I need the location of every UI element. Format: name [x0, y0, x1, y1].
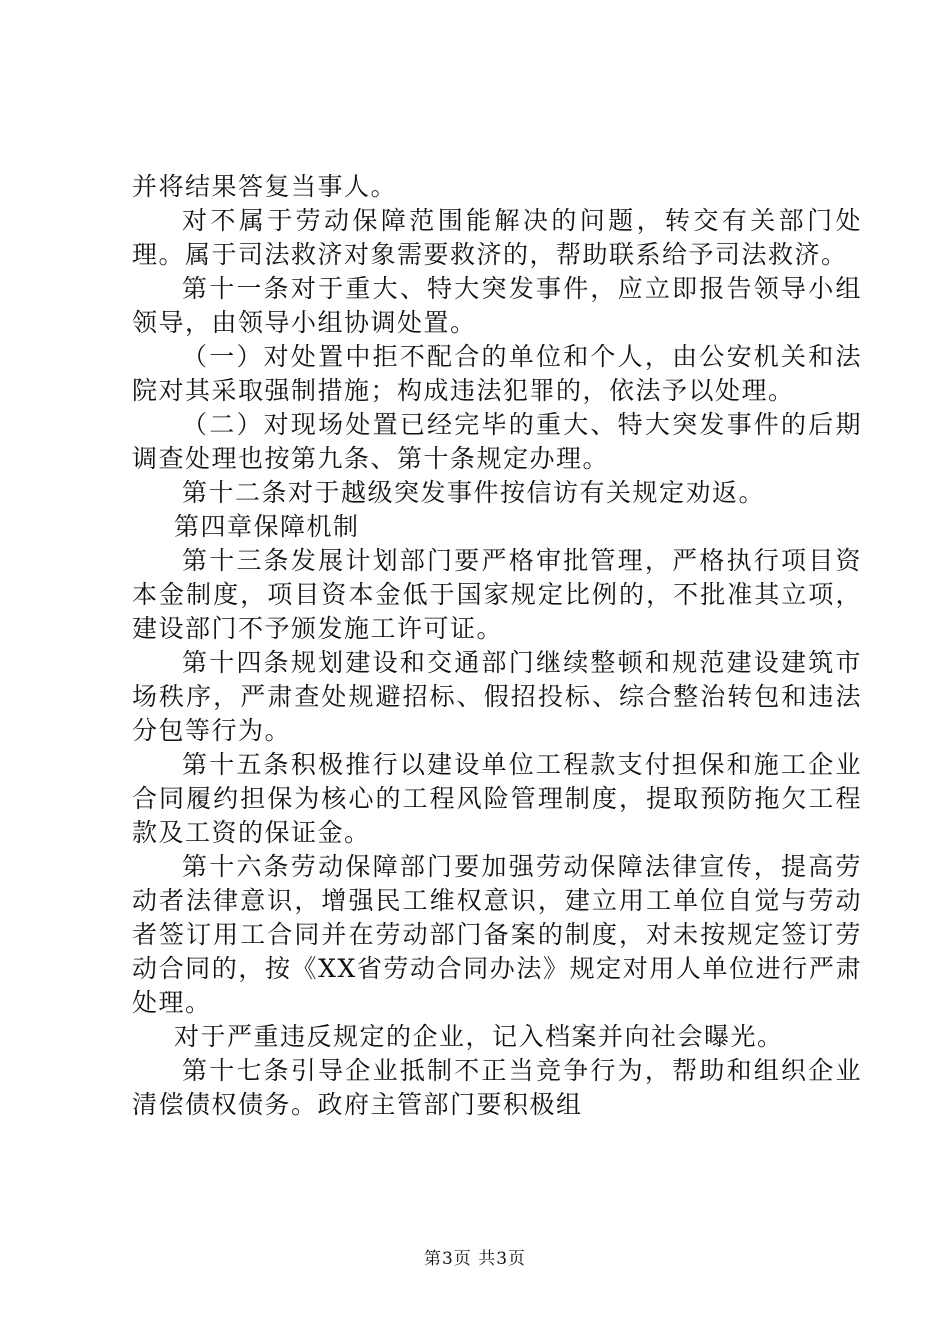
- paragraph-article-15: 第十五条积极推行以建设单位工程款支付担保和施工企业合同履约担保为核心的工程风险管理制度，提取预防拖欠工程款及工资的保证金。: [132, 750, 862, 847]
- paragraph-article-11: 第十一条对于重大、特大突发事件，应立即报告领导小组领导，由领导小组协调处置。: [132, 274, 862, 337]
- paragraph-referral: 对不属于劳动保障范围能解决的问题，转交有关部门处理。属于司法救济对象需要救济的，帮助联系给予司法救济。: [132, 206, 862, 269]
- paragraph-exposure: 对于严重违反规定的企业，记入档案并向社会曝光。: [174, 1022, 784, 1051]
- paragraph-continuation: 并将结果答复当事人。: [132, 172, 398, 201]
- paragraph-article-14: 第十四条规划建设和交通部门继续整顿和规范建设建筑市场秩序，严肃查处规避招标、假招投标、综合整治转包和违法分包等行为。: [132, 648, 862, 745]
- paragraph-article-17: 第十七条引导企业抵制不正当竞争行为，帮助和组织企业清偿债权债务。政府主管部门要积极组: [132, 1056, 862, 1119]
- paragraph-article-11-item-1: （一）对处置中拒不配合的单位和个人，由公安机关和法院对其采取强制措施；构成违法犯罪的，依法予以处理。: [132, 342, 862, 405]
- document-body: [132, 170, 862, 1122]
- paragraph-article-16: 第十六条劳动保障部门要加强劳动保障法律宣传，提高劳动者法律意识，增强民工维权意识，建立用工单位自觉与劳动者签订用工合同并在劳动部门备案的制度，对未按规定签订劳动合同的，按《XX省劳动合同办法》规定对用人单位进行严肃处理。: [132, 852, 862, 1017]
- paragraph-article-13: 第十三条发展计划部门要严格审批管理，严格执行项目资本金制度，项目资本金低于国家规定比例的，不批准其立项，建设部门不予颁发施工许可证。: [132, 546, 862, 643]
- page-footer: 第3页 共3页: [423, 1249, 527, 1269]
- chapter-heading: 第四章保障机制: [174, 512, 360, 541]
- paragraph-article-12: 第十二条对于越级突发事件按信访有关规定劝返。: [182, 478, 766, 507]
- paragraph-article-11-item-2: （二）对现场处置已经完毕的重大、特大突发事件的后期调查处理也按第九条、第十条规定办理。: [132, 410, 862, 473]
